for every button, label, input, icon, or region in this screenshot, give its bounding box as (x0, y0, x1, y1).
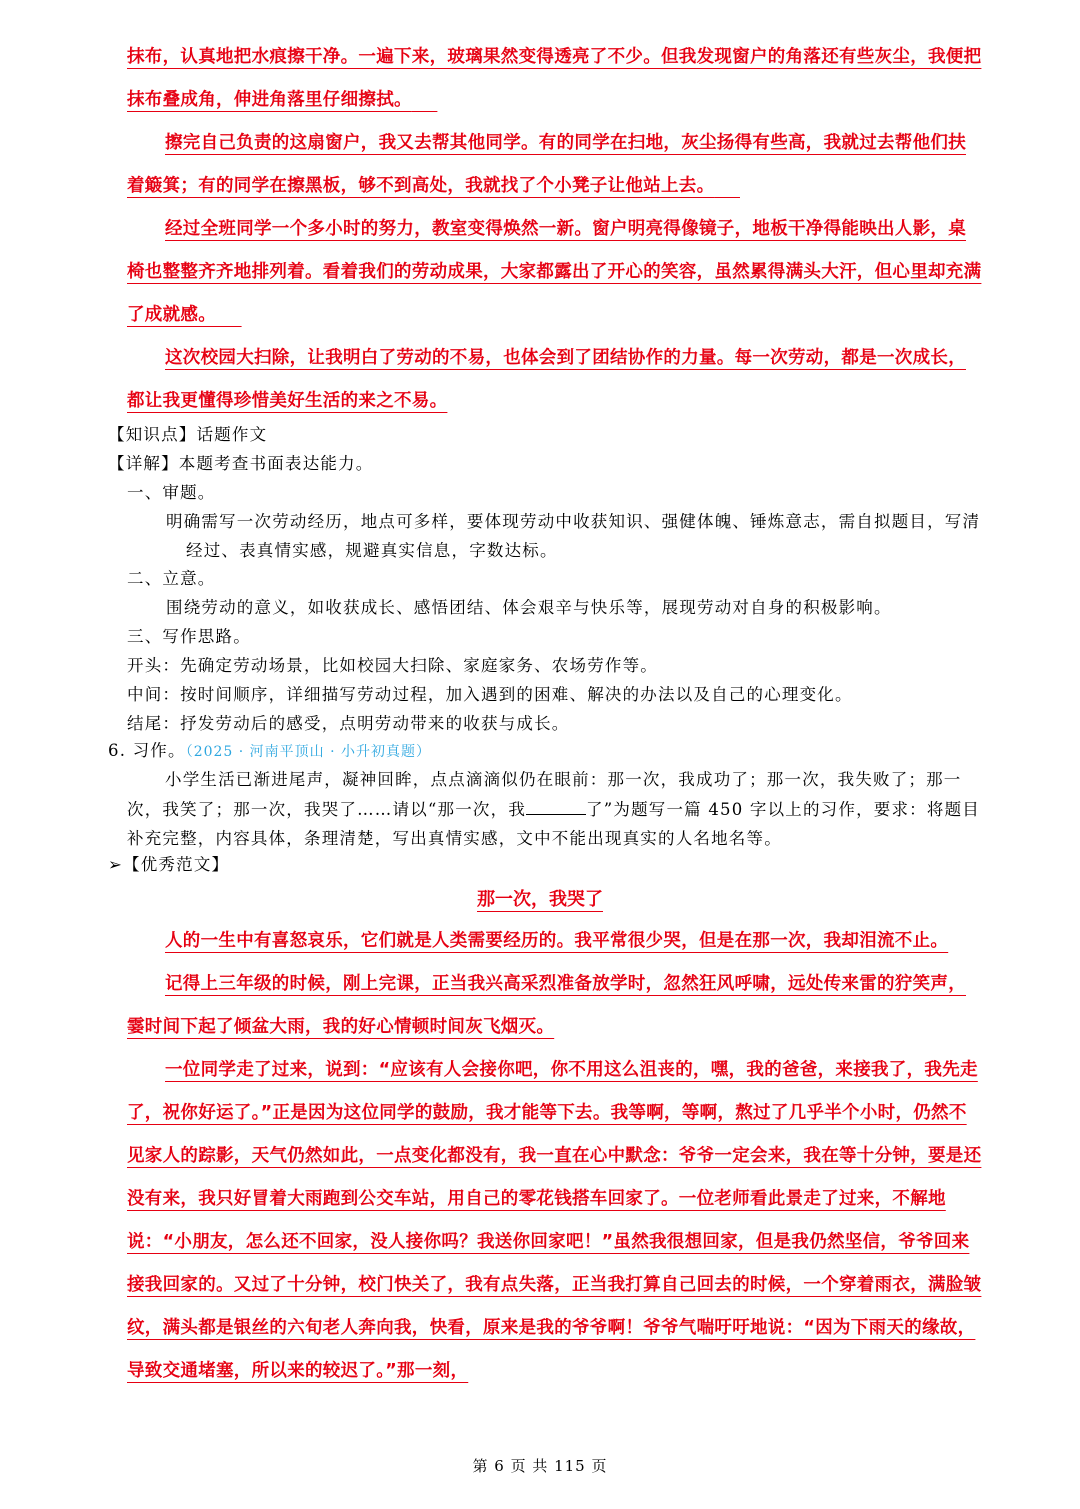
section-title-approach: 三、写作思路。 (127, 627, 251, 646)
question-number: 6. 习作。 (108, 741, 186, 760)
approach-middle: 中间：按时间顺序，详细描写劳动过程，加入遇到的困难、解决的办法以及自己的心理变化。 (127, 685, 853, 704)
model-essay-labor (127, 36, 983, 423)
essay-paragraph: 一位同学走了过来，说到：“应该有人会接你吧，你不用这么沮丧的，嘿，我的爸爸，来接我了，我先走了，祝你好运了。”正是因为这位同学的鼓励，我才能等下去。我等啊，等啊，熬过了几乎半个小时，仍然不见家人的踪影，天气仍然如此，一点变化都没有，我一直在心中默念：爷爷一定会来，我在等十分钟，要是还没有来，我只好冒着大雨跑到公交车站，用自己的零花钱搭车回家了。一位老师看此景走了过来，不解地说：“小朋友，怎么还不回家，没人接你吗？我送你回家吧！”虽然我很想回家，但是我仍然坚信，爷爷回来接我回家的。又过了十分钟，校门快关了，我有点失落，正当我打算自己回去的时候，一个穿着雨衣，满脸皱纹，满头都是银丝的六旬老人奔向我，快看，原来是我的爷爷啊！爷爷气喘吁吁地说：“因为下雨天的缘故，导致交通堵塞，所以来的较迟了。”那一刻， (127, 1060, 982, 1381)
model-essay-label: ➢【优秀范文】 (108, 855, 230, 874)
model-essay-cried (127, 920, 983, 1393)
section-title-review: 一、审题。 (127, 483, 216, 502)
question-source: （2025 · 河南平顶山 · 小升初真题） (185, 744, 432, 760)
essay-paragraph: 这次校园大扫除，让我明白了劳动的不易，也体会到了团结协作的力量。每一次劳动，都是一次成长，都让我更懂得珍惜美好生活的来之不易。 (127, 348, 966, 411)
knowledge-point: 【知识点】话题作文 (108, 425, 268, 444)
question-prompt: 小学生活已渐进尾声，凝神回眸，点点滴滴似仍在眼前：那一次，我成功了；那一次，我失败了；那一次，我笑了；那一次，我哭了……请以“那一次，我 了”为题写一篇 450 字以上的习作，要求：将题目补充完整，内容具体，条理清楚，写出真情实感，文中不能出现真实的人名地名等。 (127, 770, 980, 848)
section-text-review: 明确需写一次劳动经历，地点可多样，要体现劳动中收获知识、强健体魄、锤炼意志，需自拟题目，写清经过、表真情实感，规避真实信息，字数达标。 (166, 512, 981, 560)
essay-title: 那一次，我哭了 (477, 889, 603, 910)
page-footer: 第 6 页 共 115 页 (472, 1457, 608, 1475)
essay-paragraph: 擦完自己负责的这扇窗户，我又去帮其他同学。有的同学在扫地，灰尘扬得有些高，我就过去帮他们扶着簸箕；有的同学在擦黑板，够不到高处，我就找了个小凳子让他站上去。 (127, 133, 966, 196)
essay-paragraph: 抹布，认真地把水痕擦干净。一遍下来，玻璃果然变得透亮了不少。但我发现窗户的角落还有些灰尘，我便把抹布叠成角，伸进角落里仔细擦拭。 (127, 47, 982, 110)
section-title-theme: 二、立意。 (127, 569, 216, 588)
approach-ending: 结尾：抒发劳动后的感受，点明劳动带来的收获与成长。 (127, 714, 570, 733)
section-text-theme: 围绕劳动的意义，如收获成长、感悟团结、体会艰辛与快乐等，展现劳动对自身的积极影响。 (166, 598, 892, 617)
question-heading (108, 736, 431, 767)
approach-opening: 开头：先确定劳动场景，比如校园大扫除、家庭家务、农场劳作等。 (127, 656, 658, 675)
detail-heading: 【详解】本题考查书面表达能力。 (108, 454, 374, 473)
essay-paragraph: 人的一生中有喜怒哀乐，它们就是人类需要经历的。我平常很少哭，但是在那一次，我却泪流不止。 (165, 931, 949, 951)
essay-paragraph: 记得上三年级的时候，刚上完课，正当我兴高采烈准备放学时，忽然狂风呼啸，远处传来雷的狞笑声，霎时间下起了倾盆大雨，我的好心情顿时间灰飞烟灭。 (127, 974, 966, 1037)
essay-paragraph: 经过全班同学一个多小时的努力，教室变得焕然一新。窗户明亮得像镜子，地板干净得能映出人影，桌椅也整整齐齐地排列着。看着我们的劳动成果，大家都露出了开心的笑容，虽然累得满头大汗，但心里却充满了成就感。 (127, 219, 982, 325)
blank-line (526, 798, 586, 815)
